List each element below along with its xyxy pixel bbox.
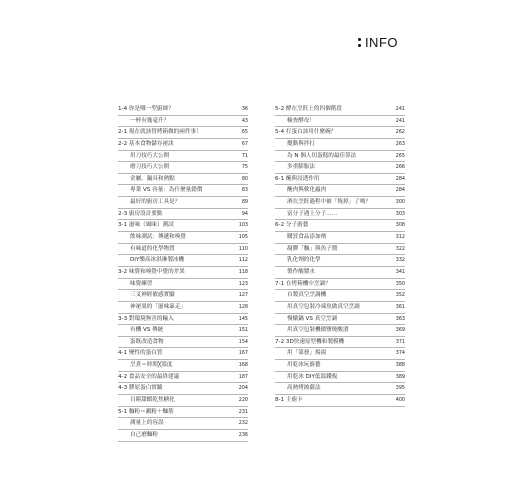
toc-entry <box>275 116 405 128</box>
toc-entry <box>118 185 248 197</box>
toc-entry-title: 醃肉與軟化蟲肉 <box>287 187 327 194</box>
toc-entry <box>275 360 405 372</box>
toc-entry <box>275 372 405 384</box>
toc-entry-title: 最好的廚房工具是？ <box>130 199 181 206</box>
toc-page-number: 371 <box>395 338 405 345</box>
toc-entry <box>275 267 405 279</box>
toc-entry <box>118 348 248 360</box>
toc-entry-title: 自己磨麵粉 <box>130 431 158 438</box>
toc-page-number: 118 <box>238 268 248 275</box>
toc-entry-title: 2-3 廚房設計要點 <box>118 210 163 217</box>
toc-entry-title: 金屬、鍋具和熱點 <box>130 175 175 182</box>
toc-page-number: 36 <box>241 106 248 112</box>
toc-entry <box>118 220 248 232</box>
toc-entry <box>118 174 248 186</box>
toc-entry-title: 多重膨脹法 <box>287 164 315 171</box>
toc-entry-title: 5-4 打蛋白該用什麼碗？ <box>275 129 337 136</box>
toc-entry <box>118 290 248 302</box>
toc-entry-title: 有味道的化學物質 <box>130 245 175 252</box>
toc-entry-title: 7-1 在烤箱機中烹調？ <box>275 280 331 287</box>
toc-page-number: 361 <box>395 303 405 310</box>
toc-entry-title: 4-3 膠原蛋白實驗 <box>118 385 163 392</box>
toc-entry <box>275 395 405 407</box>
toc-entry <box>275 290 405 302</box>
toc-page-number: 236 <box>238 431 248 438</box>
toc-page-number: 395 <box>395 385 405 392</box>
toc-entry-title: 飲味測試：傳遞和嗅覺 <box>130 234 186 241</box>
toc-entry-title: 磨刀技巧大公開 <box>130 164 170 171</box>
toc-entry <box>118 255 248 267</box>
toc-entry-title: 三叉神經敏感實驗 <box>130 292 175 299</box>
toc-entry <box>118 430 248 442</box>
toc-page-number: 220 <box>238 397 248 404</box>
toc-page-number: 369 <box>395 327 405 334</box>
toc-entry-title: 一杯有幾毫升？ <box>130 117 170 124</box>
toc-entry <box>275 244 405 256</box>
toc-entry <box>118 407 248 419</box>
toc-column-right <box>275 104 405 407</box>
toc-entry-title: 酒在烹飪過程中被「燒掉」了嗎？ <box>287 199 371 206</box>
toc-entry <box>118 395 248 407</box>
toc-page-number: 363 <box>395 315 405 322</box>
toc-entry-title: 3-1 滋味（風味）測試 <box>118 222 174 229</box>
toc-page-number: 112 <box>238 257 248 264</box>
toc-entry-title: 3-2 味覺和嗅覺中覺的差異 <box>118 268 185 275</box>
toc-entry <box>275 302 405 314</box>
toc-entry-title: 用乾冰玩廚藝 <box>287 362 321 369</box>
toc-page-number: 110 <box>238 245 248 252</box>
toc-page-number: 94 <box>241 210 248 217</box>
toc-entry-title: 富分子遇上分子…… <box>287 210 338 217</box>
toc-entry <box>118 151 248 163</box>
toc-page-number: 332 <box>395 257 405 264</box>
toc-entry <box>275 127 405 139</box>
toc-entry <box>275 197 405 209</box>
toc-page-number: 89 <box>241 199 248 206</box>
toc-entry-title: 5-1 麵粉＝澱粉＋麵筋 <box>118 408 174 415</box>
toc-column-left <box>118 104 248 442</box>
toc-entry <box>118 244 248 256</box>
toc-entry <box>118 209 248 221</box>
toc-entry-title: 1-4 你是哪一型廚師？ <box>118 106 174 112</box>
toc-page-number: 350 <box>395 280 405 287</box>
page-title: INFO <box>364 35 398 50</box>
toc-entry <box>275 162 405 174</box>
toc-entry-title: 製作酸漿水 <box>287 268 315 275</box>
toc-entry-title: 用真空包裝冷凍魚做真空烹調 <box>287 303 360 310</box>
toc-page-number: 312 <box>395 234 405 241</box>
toc-page-number: 71 <box>241 152 248 159</box>
toc-entry <box>118 383 248 395</box>
toc-entry-title: 味覺練習 <box>130 280 153 287</box>
toc-page-number: 241 <box>395 106 405 112</box>
toc-entry-title: 乳化劑的化學 <box>287 257 321 264</box>
toc-entry-title: 用「第發」焗湯 <box>287 350 327 357</box>
toc-entry <box>275 139 405 151</box>
toc-entry <box>275 185 405 197</box>
toc-entry <box>118 162 248 174</box>
toc-entry <box>118 325 248 337</box>
colon-dots-icon <box>358 38 361 47</box>
toc-entry <box>275 104 405 116</box>
toc-entry <box>118 279 248 291</box>
toc-entry-title: 6-1 醃與浸透作用 <box>275 175 320 182</box>
toc-entry <box>118 116 248 128</box>
toc-page-number: 67 <box>241 140 248 147</box>
toc-entry-title: 5-2 酵在烹飪上的四個階段 <box>275 106 342 112</box>
toc-page-number: 241 <box>395 117 405 124</box>
toc-entry <box>275 383 405 395</box>
toc-entry-title: 3-3 對環境無害的輸入 <box>118 315 174 322</box>
toc-entry <box>275 220 405 232</box>
toc-page-number: 127 <box>238 292 248 299</box>
toc-entry <box>275 174 405 186</box>
toc-entry <box>118 372 248 384</box>
toc-entry <box>275 151 405 163</box>
toc-entry-title: 6-2 分子廚藝 <box>275 222 309 229</box>
toc-entry-title: 攪動與拌打 <box>287 140 315 147</box>
toc-entry <box>275 325 405 337</box>
toc-entry <box>118 267 248 279</box>
toc-entry-title: 用乾冰 DIY低溫鐵板 <box>287 373 338 380</box>
toc-entry <box>118 360 248 372</box>
toc-entry <box>118 232 248 244</box>
toc-entry-title: 慢燉鍋 VS 真空烹調 <box>287 315 338 322</box>
toc-page-number: 284 <box>395 187 405 194</box>
toc-entry-title: 檢查酵母！ <box>287 117 315 124</box>
toc-entry-title: 4-1 變性的蛋白質 <box>118 350 163 357</box>
toc-entry-title: 神祕果的「滋味暴走」 <box>130 303 186 310</box>
toc-entry <box>118 302 248 314</box>
toc-page-number: 103 <box>238 222 248 229</box>
toc-page-number: 303 <box>395 210 405 217</box>
toc-entry-title: 用真空包裝機做鹽燒酸漬 <box>287 327 349 334</box>
toc-page-number: 300 <box>395 199 405 206</box>
toc-entry-title: 2-1 現在就該替烤箱做的兩件事！ <box>118 129 202 136</box>
toc-entry <box>118 337 248 349</box>
toc-page-number: 262 <box>395 129 405 136</box>
toc-entry <box>275 279 405 291</box>
toc-page-number: 80 <box>241 175 248 182</box>
toc-entry-title: 測量上的容誤 <box>130 420 164 427</box>
toc-entry-title: 4-2 食品安全的最終建議 <box>118 373 180 380</box>
toc-page-number: 145 <box>238 315 248 322</box>
toc-entry-title: 專業 VS 容量：為什麼量錯價 <box>130 187 203 194</box>
toc-page-number: 352 <box>395 292 405 299</box>
toc-page-number: 187 <box>238 373 248 380</box>
toc-entry <box>275 232 405 244</box>
toc-entry-title: 高熱烤披薩法 <box>287 385 321 392</box>
toc-page-number: 43 <box>241 117 248 124</box>
info-header <box>358 35 398 50</box>
toc-entry-title: 烹煮＝時間╳溫度 <box>130 362 173 369</box>
toc-page-number: 204 <box>238 385 248 392</box>
toc-page-number: 231 <box>238 408 248 415</box>
toc-entry <box>118 104 248 116</box>
toc-entry-title: 為 N 個人切蛋糕的最佳算法 <box>287 152 357 159</box>
toc-entry-title: 用刀技巧大公開 <box>130 152 170 159</box>
toc-page-number: 151 <box>238 327 248 334</box>
toc-entry <box>275 255 405 267</box>
toc-entry <box>275 314 405 326</box>
toc-page-number: 374 <box>395 350 405 357</box>
toc-page-number: 123 <box>238 280 248 287</box>
toc-entry-title: 購買食品添加劑 <box>287 234 327 241</box>
toc-entry-title: 蛋既改造食物 <box>130 338 164 345</box>
toc-entry-title: 有機 VS 傳統 <box>130 327 164 334</box>
toc-entry <box>118 314 248 326</box>
toc-page-number: 263 <box>395 140 405 147</box>
toc-entry <box>275 337 405 349</box>
toc-entry-title: DIY樂高冰淇淋製冰機 <box>130 257 185 264</box>
toc-page-number: 75 <box>241 164 248 171</box>
toc-entry-title: 凝膠「麵」與魚子醬 <box>287 245 338 252</box>
toc-page-number: 168 <box>238 362 248 369</box>
toc-page-number: 400 <box>395 397 405 404</box>
toc-entry-title: 2-2 基本食物儲存祕訣 <box>118 140 174 147</box>
toc-page-number: 128 <box>238 303 248 310</box>
toc-page-number: 389 <box>395 373 405 380</box>
toc-page-number: 388 <box>395 362 405 369</box>
toc-page-number: 265 <box>395 152 405 159</box>
toc-page-number: 232 <box>238 420 248 427</box>
toc-entry <box>118 418 248 430</box>
toc-page-number: 83 <box>241 187 248 194</box>
toc-page-number: 308 <box>395 222 405 229</box>
toc-entry <box>275 209 405 221</box>
toc-entry <box>118 197 248 209</box>
toc-page-number: 105 <box>238 234 248 241</box>
toc-entry <box>118 127 248 139</box>
toc-entry <box>118 139 248 151</box>
toc-entry-title: 8-1 主廚卡 <box>275 397 303 404</box>
toc-page-number: 284 <box>395 175 405 182</box>
toc-page-number: 266 <box>395 164 405 171</box>
toc-page-number: 167 <box>238 350 248 357</box>
toc-page-number: 341 <box>395 268 405 275</box>
toc-entry <box>275 348 405 360</box>
toc-entry-title: 7-2 3D快速原型機和製模機 <box>275 338 345 345</box>
toc-page-number: 322 <box>395 245 405 252</box>
toc-page-number: 154 <box>238 338 248 345</box>
toc-entry-title: 目睹甜蝦乾焦糖化 <box>130 397 175 404</box>
toc-entry-title: 自製真空烹調機 <box>287 292 327 299</box>
toc-page-number: 65 <box>241 129 248 136</box>
